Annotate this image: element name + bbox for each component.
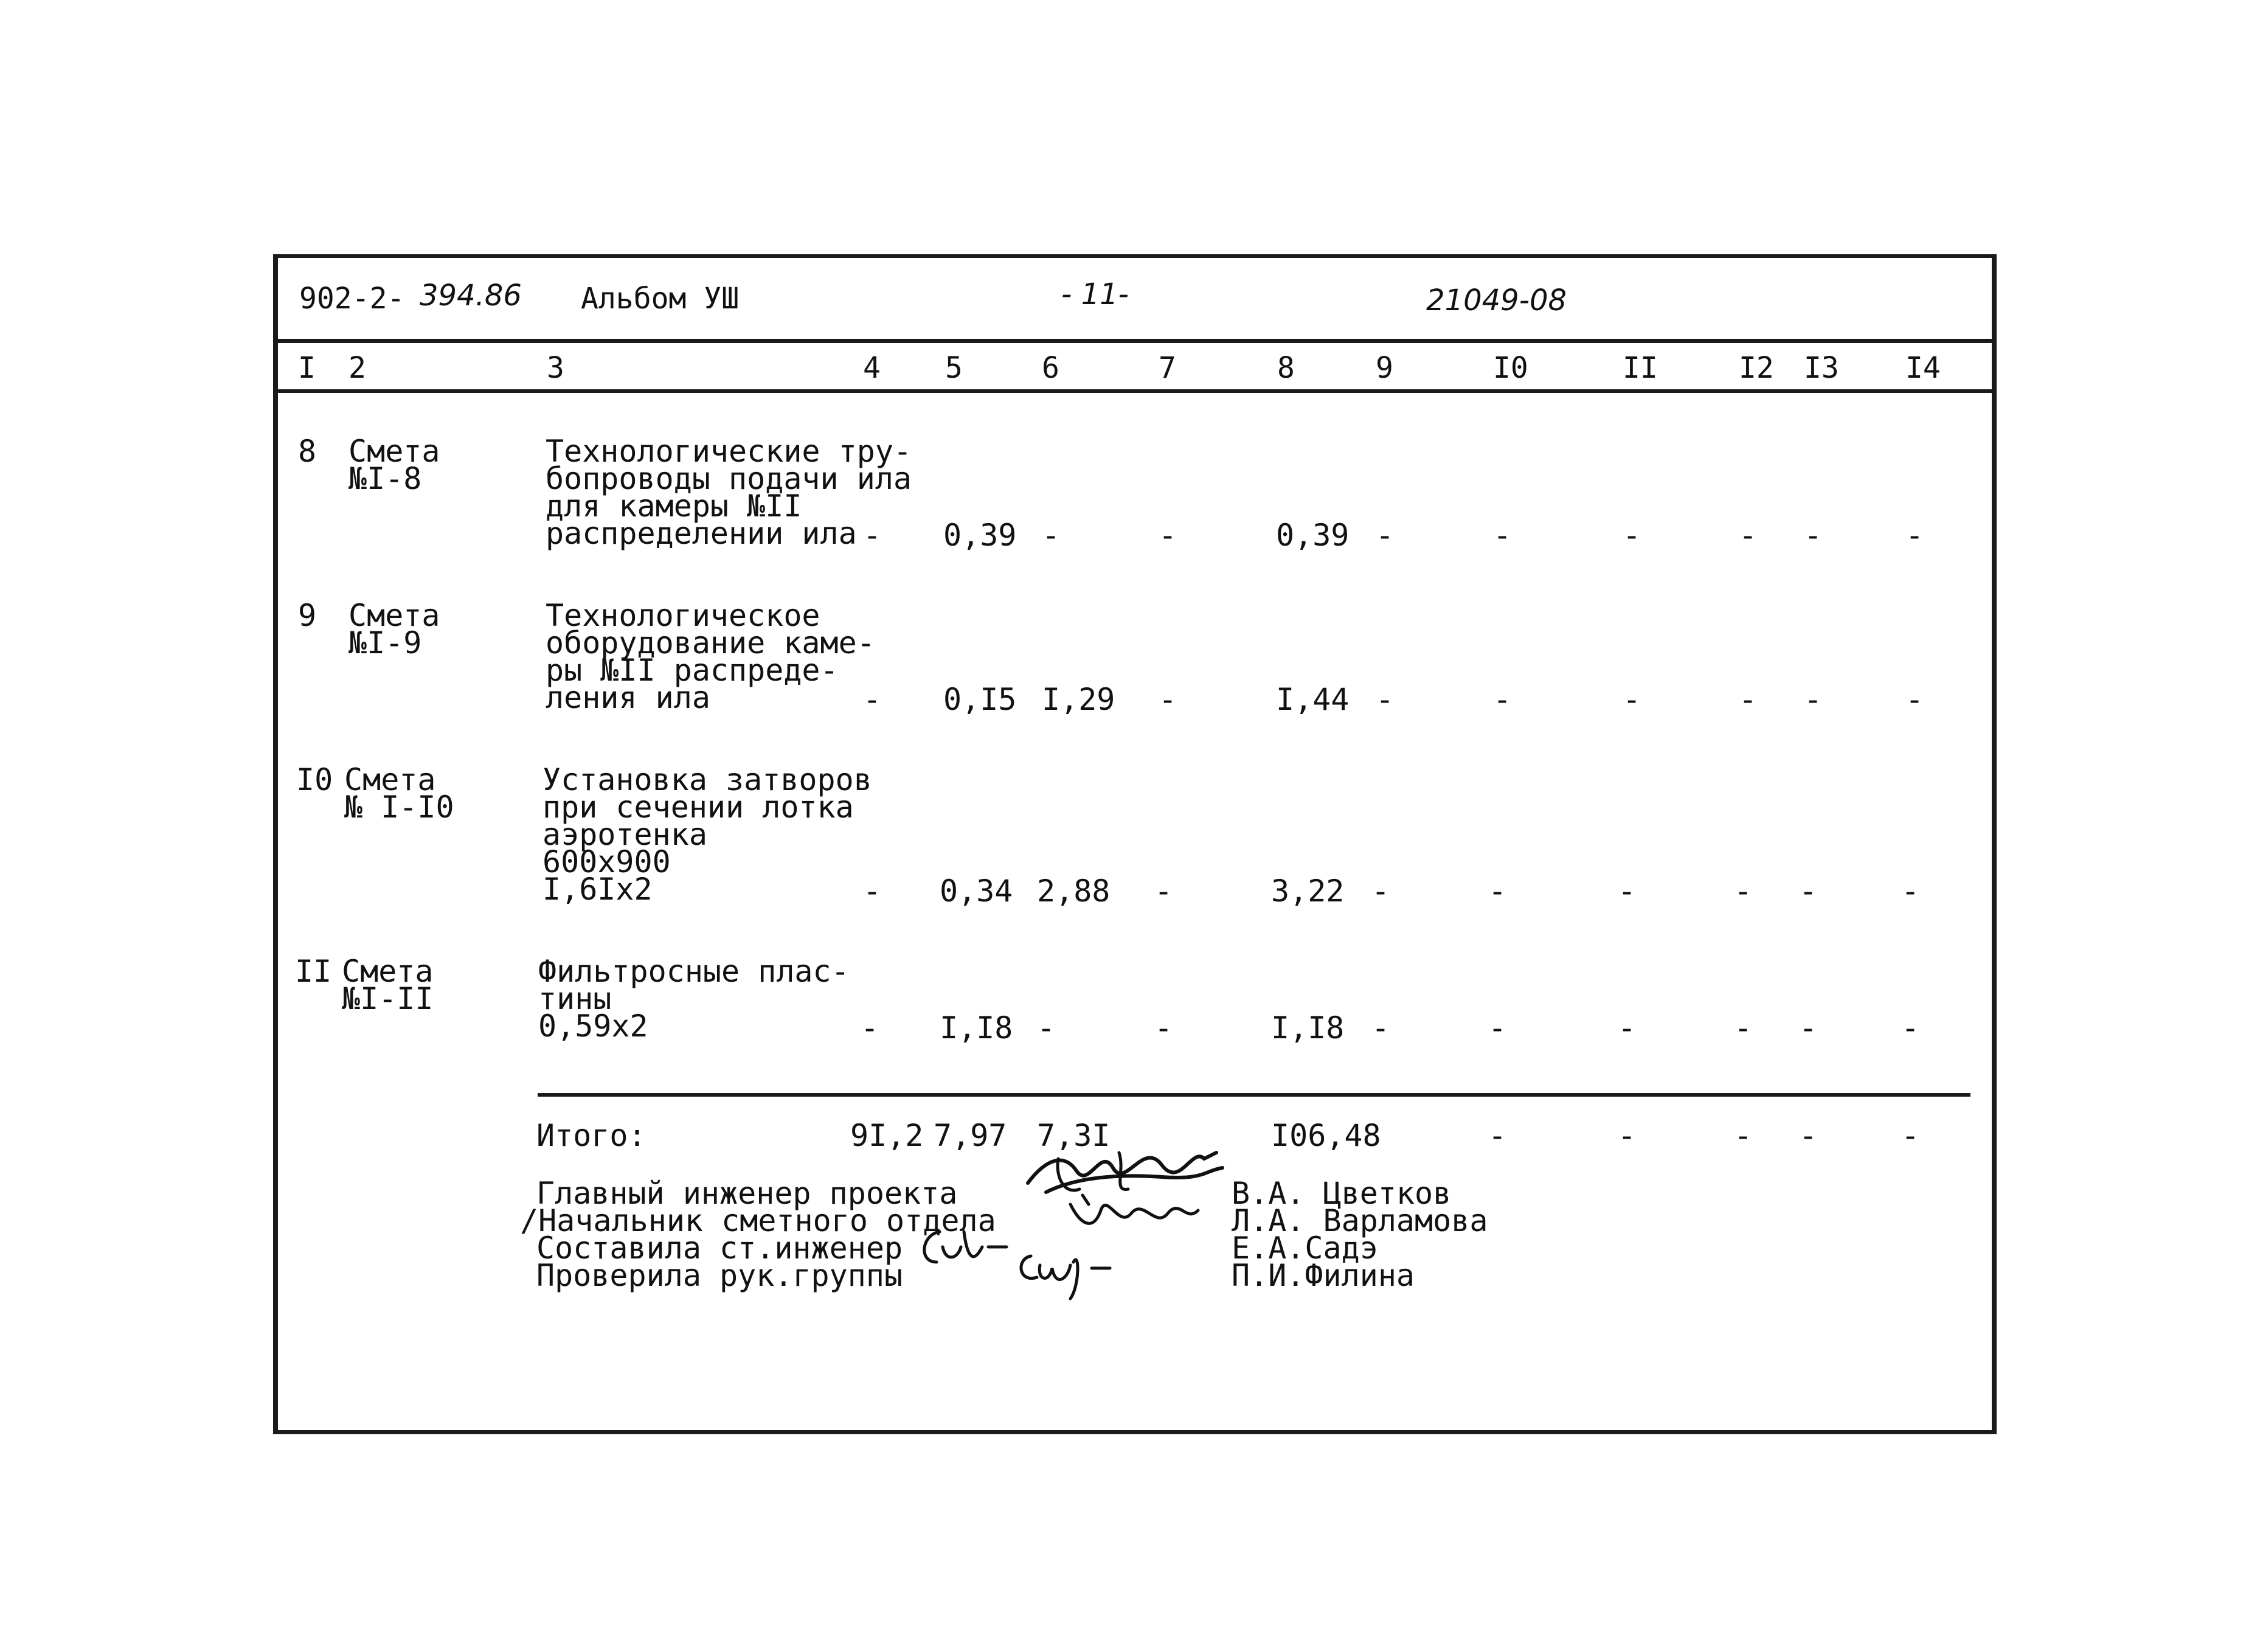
work-name-line: Установка затворов: [542, 762, 872, 797]
value-col13: -: [1799, 1010, 1818, 1046]
work-name-line: 0,59х2: [538, 1008, 648, 1044]
doc-number: 902-2-: [299, 282, 405, 316]
row-number: 9: [298, 598, 317, 633]
estimate-number: №I-8: [348, 461, 422, 496]
total-col11: -: [1618, 1118, 1637, 1153]
signer-name: Л.А. Варламова: [1232, 1203, 1488, 1238]
column-number: 8: [1277, 351, 1295, 385]
estimate-label: Смета: [344, 762, 436, 797]
value-col8: I,44: [1276, 682, 1350, 717]
value-col10: -: [1493, 682, 1512, 717]
value-col12: -: [1734, 1010, 1753, 1046]
value-col11: -: [1623, 518, 1641, 553]
header-rule: [278, 339, 1992, 343]
value-col14: -: [1905, 518, 1924, 553]
value-col12: -: [1739, 682, 1758, 717]
signature-estimate-head: [1064, 1186, 1210, 1241]
signer-role: Составила ст.инженер: [536, 1230, 903, 1266]
value-col9: -: [1376, 682, 1395, 717]
total-col13: -: [1799, 1118, 1818, 1153]
value-col8: 3,22: [1271, 873, 1345, 909]
column-number: 2: [348, 351, 366, 385]
document-frame: [273, 254, 1997, 1434]
value-col6: 2,88: [1037, 873, 1111, 909]
value-col8: 0,39: [1276, 518, 1350, 553]
work-name-line: Технологическое: [546, 598, 820, 633]
total-col6: 7,3I: [1037, 1118, 1111, 1153]
signer-name: В.А. Цветков: [1232, 1176, 1452, 1211]
column-number: I: [298, 351, 316, 385]
column-number: 6: [1042, 351, 1059, 385]
column-number: I4: [1905, 351, 1941, 385]
signature-checker: [1013, 1238, 1122, 1311]
value-col9: -: [1376, 518, 1395, 553]
value-col6: -: [1042, 518, 1061, 553]
estimate-label: Смета: [348, 434, 440, 469]
column-number: I2: [1739, 351, 1774, 385]
doc-number-handwritten: 394.86: [420, 279, 522, 313]
signature-compiler: [915, 1220, 1013, 1274]
work-name-line: оборудование каме-: [546, 625, 875, 661]
work-name-line: бопроводы подачи ила: [546, 461, 912, 496]
column-number: 3: [547, 351, 564, 385]
column-numbers-rule: [278, 389, 1992, 393]
work-name-line: 600х900: [542, 844, 671, 880]
work-name-line: распределении ила: [546, 516, 857, 551]
value-col7: -: [1154, 1010, 1173, 1046]
signer-role: Главный инженер проекта: [536, 1176, 958, 1211]
work-name-line: I,6Iх2: [542, 872, 653, 907]
total-label: Итого:: [536, 1118, 646, 1153]
value-col13: -: [1804, 682, 1823, 717]
value-col12: -: [1734, 873, 1753, 909]
column-number: 9: [1376, 351, 1393, 385]
value-col5: 0,34: [940, 873, 1013, 909]
signer-name: П.И.Филина: [1232, 1258, 1415, 1293]
column-number: 4: [863, 351, 881, 385]
estimate-number: №I-9: [348, 625, 422, 661]
column-number: I0: [1493, 351, 1528, 385]
column-number: II: [1623, 351, 1658, 385]
total-col14: -: [1901, 1118, 1920, 1153]
value-col11: -: [1623, 682, 1641, 717]
value-col4: -: [863, 682, 882, 717]
signer-role: Проверила рук.группы: [536, 1258, 903, 1293]
estimate-number: №I-II: [342, 981, 434, 1016]
column-number: 5: [945, 351, 963, 385]
column-number: I3: [1804, 351, 1839, 385]
total-col10: -: [1488, 1118, 1507, 1153]
work-name-line: Фильтросные плас-: [538, 954, 850, 989]
column-number: 7: [1159, 351, 1176, 385]
value-col7: -: [1159, 518, 1177, 553]
value-col5: 0,I5: [943, 682, 1017, 717]
value-col14: -: [1901, 873, 1920, 909]
value-col10: -: [1493, 518, 1512, 553]
estimate-label: Смета: [342, 954, 434, 989]
row-number: II: [295, 954, 332, 989]
value-col4: -: [861, 1010, 879, 1046]
work-name-line: ления ила: [546, 680, 710, 715]
work-name-line: аэротенка: [542, 817, 707, 852]
value-col12: -: [1739, 518, 1758, 553]
work-name-line: Технологические тру-: [546, 434, 912, 469]
total-col12: -: [1734, 1118, 1753, 1153]
value-col7: -: [1159, 682, 1177, 717]
work-name-line: при сечении лотка: [542, 790, 854, 825]
estimate-label: Смета: [348, 598, 440, 633]
value-col8: I,I8: [1271, 1010, 1345, 1046]
value-col5: I,I8: [940, 1010, 1013, 1046]
value-col11: -: [1618, 873, 1637, 909]
total-col4: 9I,2: [850, 1118, 924, 1153]
total-col5: 7,97: [934, 1118, 1007, 1153]
value-col14: -: [1901, 1010, 1920, 1046]
value-col4: -: [863, 873, 882, 909]
album-label: Альбом УШ: [581, 282, 740, 316]
value-col13: -: [1799, 873, 1818, 909]
value-col14: -: [1905, 682, 1924, 717]
work-name-line: тины: [538, 981, 612, 1016]
value-col10: -: [1488, 873, 1507, 909]
row-number: I0: [296, 762, 333, 797]
value-col9: -: [1371, 873, 1390, 909]
value-col13: -: [1804, 518, 1823, 553]
registration-number: 21049-08: [1426, 283, 1567, 318]
work-name-line: ры №II распреде-: [546, 653, 839, 688]
total-rule: [538, 1093, 1970, 1097]
estimate-number: № I-I0: [344, 790, 454, 825]
work-name-line: для камеры №II: [546, 488, 802, 524]
signer-role: /Начальник сметного отдела: [520, 1203, 996, 1238]
value-col6: I,29: [1042, 682, 1115, 717]
signer-name: Е.А.Садэ: [1232, 1230, 1378, 1266]
value-col7: -: [1154, 873, 1173, 909]
value-col5: 0,39: [943, 518, 1017, 553]
value-col6: -: [1037, 1010, 1056, 1046]
page-number: - 11-: [1061, 277, 1129, 311]
value-col10: -: [1488, 1010, 1507, 1046]
value-col4: -: [863, 518, 882, 553]
row-number: 8: [298, 434, 317, 469]
value-col9: -: [1371, 1010, 1390, 1046]
value-col11: -: [1618, 1010, 1637, 1046]
total-col8: I06,48: [1271, 1118, 1381, 1153]
